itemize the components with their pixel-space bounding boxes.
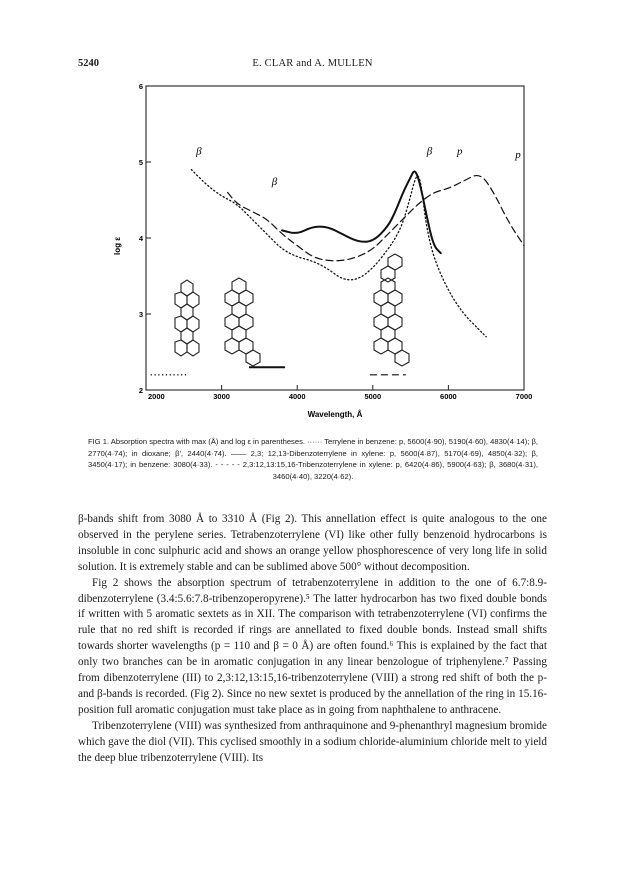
- y-tick-label: 6: [138, 82, 143, 91]
- x-tick-label: 3000: [213, 392, 230, 401]
- page-number: 5240: [78, 58, 99, 69]
- x-tick-label: 5000: [364, 392, 382, 401]
- tribenzoterrylene-structure: [374, 254, 409, 366]
- paragraph-3: Tribenzoterrylene (VIII) was synthesized from anthraquinone and 9-phenanthryl magnesium bromide which gave the diol (VII). This cyclised smoothly in a sodium chloride-aluminium chloride melt to yield the deep blue tribenzoterrylene (VIII). Its: [78, 719, 547, 764]
- paragraph-2: Fig 2 shows the absorption spectrum of tetrabenzoterrylene in addition to the one of 6.7:8.9-dibenzoterrylene (3.4:5.6:7.8-tribenzoperopyrene).⁵ The latter hydrocarbon has two fixed double bonds if written with 5 aromatic sextets as in XII. The comparison with tetrabenzoterrylene (VI) confirms the rule that no red shift is recorded if rings are annellated to fixed double bonds. Instead small shifts towards shorter wavelengths (p = 110 and β = 0 Å) are often found.⁶ This is explained by the fact that only two branches can be in aromatic conjugation in any linear benzologue of triphenylene.⁷ Passing from dibenzoterrylene (III) to 2,3:12,13:15,16-tribenzoterrylene (VIII) a strong red shift of both the p- and β-bands is recorded. (Fig 2). Since no new sextet is produced by the annellation of the ring in 15.16-position full aromatic conjugation must take place as in going from naphthalene to anthracene.: [78, 576, 547, 716]
- x-tick-label: 6000: [440, 392, 457, 401]
- spectrum-curves: [191, 170, 524, 337]
- y-tick-label: 2: [138, 386, 143, 395]
- figure-caption: FIG 1. Absorption spectra with max (Å) and log ε in parentheses. ······ Terrylene in benzene: p, 5600(4·90), 5190(4·60), 4830(4·14); β, 2770(4·74); in dioxane; β', 2440(4·74). —— 2,3; 12,13-Dibenzoterrylene in xylene: p, 5600(4·87), 5170(4·69), 4850(4·32); β, 3450(4·17); in benzene: 3080(4·33). - - - - - 2,3:12,13:15,16-Tribenzoterrylene in xylene: p, 6420(4·86), 5900(4·63); β, 3680(4·31), 3460(4·40), 3220(4·62).: [88, 437, 538, 481]
- band-labels: [195, 145, 521, 187]
- x-tick-label: 2000: [148, 392, 165, 401]
- band-label: p: [456, 145, 463, 158]
- axis-ticks: [113, 82, 532, 419]
- band-label: β: [196, 145, 202, 158]
- band-label: p: [515, 149, 521, 162]
- band-label: β: [426, 145, 433, 158]
- series-solid-curve: [282, 172, 441, 254]
- terrylene-structure: [175, 280, 199, 356]
- y-tick-label: 3: [138, 310, 143, 319]
- y-tick-label: 5: [138, 158, 143, 167]
- paragraph-1: β-bands shift from 3080 Å to 3310 Å (Fig 2). This annellation effect is quite analogous to the one observed in the perylene series. Tetrabenzoterrylene (VI) like other fully benzenoid hydrocarbons is insoluble in conc sulphuric acid and shows an orange yellow phosphorescence of very long life in solid solution. It is extremely stable and can be sublimed above 500° without decomposition.: [78, 513, 547, 573]
- running-authors: E. CLAR and A. MULLEN: [252, 58, 373, 69]
- y-tick-label: 4: [138, 234, 143, 243]
- dibenzoterrylene-structure: [225, 278, 260, 366]
- band-label: β: [271, 175, 278, 188]
- x-tick-label: 4000: [288, 392, 306, 401]
- x-axis-label: Wavelength, Å: [307, 410, 363, 419]
- absorption-spectra-figure: [0, 0, 625, 430]
- series-dashed-curve: [228, 176, 524, 261]
- x-tick-label: 7000: [515, 392, 533, 401]
- body-text: [78, 512, 547, 767]
- y-axis-label: log ε: [113, 236, 122, 256]
- plot-frame: [146, 86, 524, 390]
- legend-markers: [151, 367, 406, 375]
- series-dotted-curve: [191, 170, 486, 337]
